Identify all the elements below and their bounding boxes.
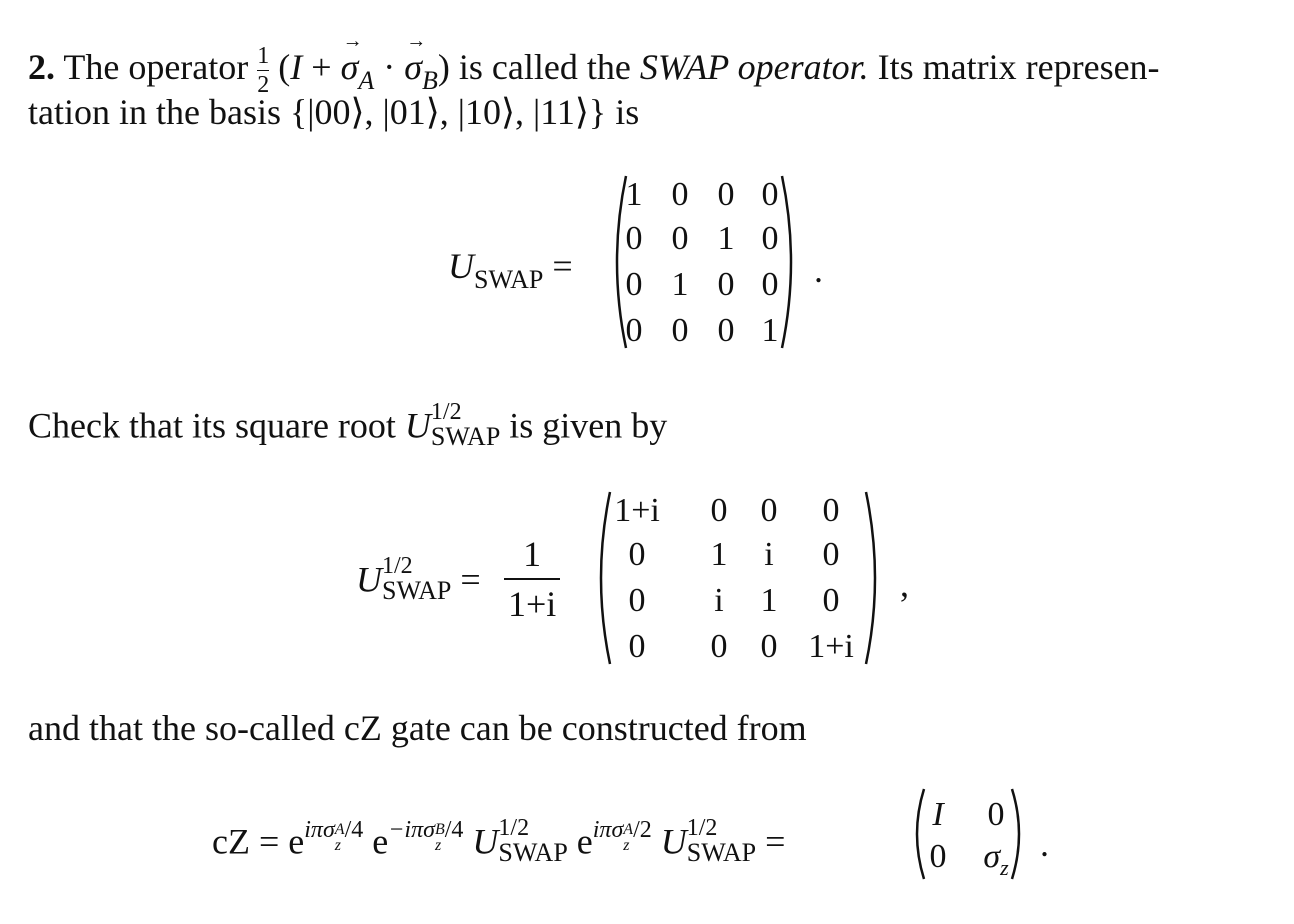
cz-result-b: 0: [987, 796, 1005, 833]
matrix-cell: 0: [628, 536, 646, 573]
check-u-symbol: U: [404, 405, 431, 446]
check-u-sup: 1/2: [430, 399, 462, 425]
matrix-cell: 0: [760, 628, 778, 665]
exponent-2: [388, 817, 464, 854]
matrix-cell: 0: [760, 492, 778, 529]
exponent-1-body: iπσ: [304, 817, 335, 844]
matrix-cell: 1: [760, 582, 778, 619]
cz-result-d-sub: z: [1000, 855, 1009, 880]
cz-result-a: I: [932, 796, 944, 833]
exponent-3-tail: /2: [633, 817, 652, 844]
matrix-cell: 0: [625, 266, 643, 303]
matrix-cell: 0: [761, 176, 779, 213]
exponent-3-body: iπσ: [592, 817, 624, 844]
exponent-3-sub: z: [623, 836, 630, 854]
swap-trailing: .: [814, 250, 823, 290]
exponent-2-tail: /4: [444, 817, 464, 844]
cz-equals: =: [258, 821, 280, 862]
exp-base-1: e: [288, 821, 305, 862]
matrix-cell: 1: [761, 312, 779, 349]
matrix-cell: 1: [710, 536, 728, 573]
matrix-rep-text: Its matrix represen-: [877, 46, 1160, 87]
sqrt-prefactor-num: 1: [523, 534, 542, 574]
cz-line: and that the so-called cZ gate can be constructed from: [28, 708, 807, 748]
check-text-before: Check that its square root: [28, 405, 396, 446]
matrix-cell: 0: [671, 312, 689, 349]
sqrt-matrix: [588, 488, 888, 668]
matrix-cell: 1: [625, 176, 643, 213]
exponent-3: [592, 817, 652, 854]
cz-result-d-symbol: σ: [983, 838, 1001, 875]
swap-operator-name: SWAP operator.: [639, 46, 869, 87]
matrix-cell: 0: [710, 492, 728, 529]
swap-matrix: [604, 172, 804, 352]
swap-equals: =: [552, 246, 573, 286]
matrix-cell: 0: [710, 628, 728, 665]
matrix-cell: 0: [625, 312, 643, 349]
check-u-sub: SWAP: [430, 422, 501, 451]
matrix-cell: 0: [717, 176, 735, 213]
called-text: is called the: [458, 46, 631, 87]
intro-text: The operator: [63, 46, 249, 87]
cz-trailing: .: [1040, 824, 1049, 864]
cz-result-matrix: [908, 786, 1028, 882]
matrix-cell: 0: [822, 536, 840, 573]
sqrt-prefactor-den: 1+i: [508, 584, 557, 624]
cz-u-symbol-2: U: [660, 821, 687, 862]
matrix-cell: 0: [628, 582, 646, 619]
cz-result-d: [966, 838, 1026, 880]
half-numerator: 1: [257, 43, 270, 69]
sqrt-prefactor: [504, 536, 560, 622]
matrix-cell: i: [764, 536, 774, 573]
sqrt-trailing: ,: [900, 564, 909, 604]
swap-lhs-symbol: U: [448, 246, 474, 286]
exponent-2-sup: B: [434, 820, 445, 838]
exponent-2-body: −iπσ: [388, 817, 435, 844]
matrix-cell: 1: [671, 266, 689, 303]
problem-number: 2.: [28, 46, 55, 87]
problem-line-1: [28, 44, 1160, 97]
operator-expression: (I + → $\sigma_A$ · → $\sigma_B$): [278, 47, 450, 87]
exp-base-3: e: [576, 821, 593, 862]
half-fraction: [257, 44, 269, 97]
matrix-cell: 0: [671, 176, 689, 213]
basis-line: tation in the basis {|00⟩, |01⟩, |10⟩, |11⟩} is: [28, 92, 640, 132]
exponent-1-sub: z: [334, 836, 342, 854]
matrix-cell: 1+i: [614, 492, 660, 529]
exponent-1-sup: A: [334, 820, 345, 838]
cz-u-symbol-1: U: [472, 821, 499, 862]
exponent-1: [304, 817, 364, 854]
sqrt-lhs: [356, 553, 481, 608]
sqrt-equals: =: [460, 559, 481, 600]
matrix-cell: 0: [717, 266, 735, 303]
half-denominator: 2: [257, 72, 270, 98]
sqrt-lhs-sub: SWAP: [382, 576, 452, 605]
exponent-1-tail: /4: [344, 817, 364, 844]
check-line: [28, 399, 668, 454]
cz-u-sup-2: 1/2: [686, 815, 718, 841]
matrix-cell: 1+i: [808, 628, 854, 665]
swap-lhs: [448, 246, 573, 294]
sqrt-lhs-sup: 1/2: [382, 553, 413, 579]
exp-base-2: e: [372, 821, 389, 862]
exponent-3-sup: A: [623, 820, 634, 838]
matrix-cell: 0: [822, 582, 840, 619]
cz-lhs: cZ: [212, 821, 250, 862]
matrix-cell: 0: [717, 312, 735, 349]
matrix-cell: 0: [625, 220, 643, 257]
matrix-cell: 0: [671, 220, 689, 257]
sqrt-lhs-symbol: U: [356, 559, 382, 600]
check-text-after: is given by: [509, 405, 668, 446]
exponent-2-sub: z: [434, 836, 442, 854]
cz-u-sub-1: SWAP: [498, 838, 568, 867]
cz-equation: [212, 815, 786, 870]
matrix-cell: 0: [761, 220, 779, 257]
matrix-cell: 0: [628, 628, 646, 665]
cz-equals-2: =: [765, 821, 786, 862]
matrix-cell: 0: [761, 266, 779, 303]
cz-result-c: 0: [929, 838, 947, 875]
cz-u-sub-2: SWAP: [686, 838, 757, 867]
matrix-cell: 1: [717, 220, 735, 257]
swap-lhs-subscript: SWAP: [474, 265, 544, 294]
matrix-cell: 0: [822, 492, 840, 529]
cz-u-sup-1: 1/2: [498, 815, 530, 841]
matrix-cell: i: [714, 582, 724, 619]
